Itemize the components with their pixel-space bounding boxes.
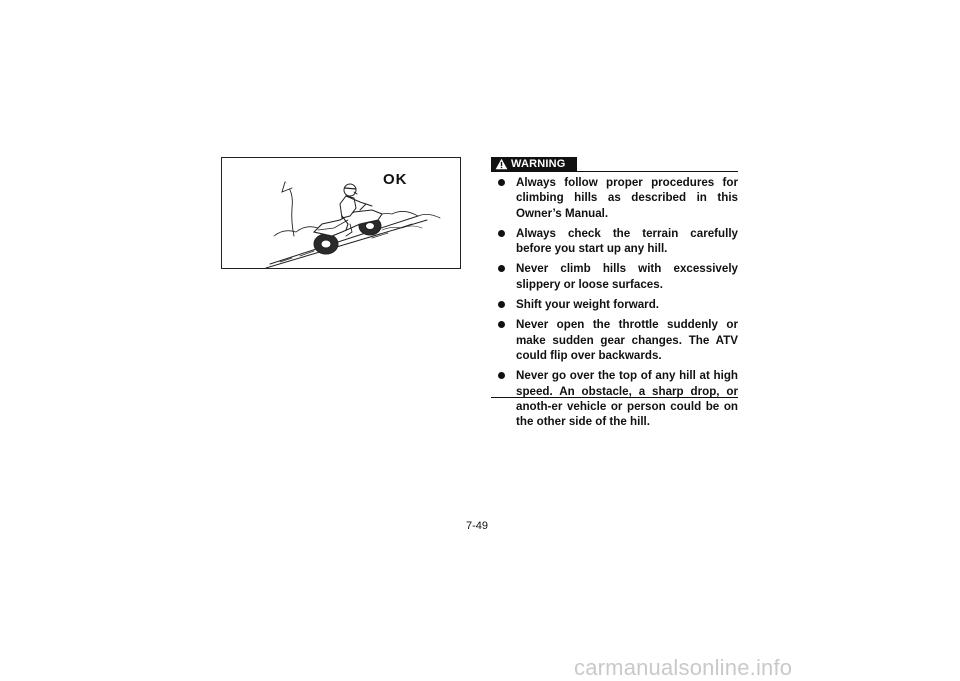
atv-rider-illustration <box>222 158 460 268</box>
warning-badge <box>491 157 577 172</box>
ok-label: OK <box>383 171 408 188</box>
warning-item-text: Shift your weight forward. <box>516 298 659 312</box>
warning-item-text: Always check the terrain carefully before you start up any hill. <box>516 226 738 256</box>
warning-header-rule <box>577 171 738 172</box>
warning-item <box>497 317 738 363</box>
bullet-icon <box>498 265 505 272</box>
warning-item <box>497 261 738 292</box>
atv-hill-climb-figure <box>221 157 461 269</box>
bullet-icon <box>498 230 505 237</box>
warning-triangle-icon <box>495 158 508 170</box>
bullet-icon <box>498 179 505 186</box>
bullet-icon <box>498 301 505 308</box>
page-number: 7-49 <box>466 520 489 532</box>
warning-item-text: Never open the throttle suddenly or make sudden gear changes. The ATV could flip over backwards. <box>516 318 738 362</box>
bullet-icon <box>498 321 505 328</box>
warning-header <box>491 157 738 175</box>
warning-item <box>497 175 738 221</box>
watermark-link[interactable]: carmanualsonline.info <box>574 655 793 680</box>
bullet-icon <box>498 372 505 379</box>
warning-item <box>497 297 738 312</box>
warning-bottom-rule <box>491 397 738 398</box>
warning-list <box>497 175 738 434</box>
warning-item-text: Never go over the top of any hill at high speed. An obstacle, a sharp drop, or anoth-er vehicle or person could be on the other side of the hill. <box>516 369 738 429</box>
warning-item <box>497 368 738 429</box>
warning-item <box>497 226 738 257</box>
warning-badge-label: WARNING <box>511 158 566 170</box>
warning-item-text: Never climb hills with excessively slippery or loose surfaces. <box>516 262 738 291</box>
warning-item-text: Always follow proper procedures for climbing hills as described in this Owner’s Manual. <box>516 176 738 220</box>
